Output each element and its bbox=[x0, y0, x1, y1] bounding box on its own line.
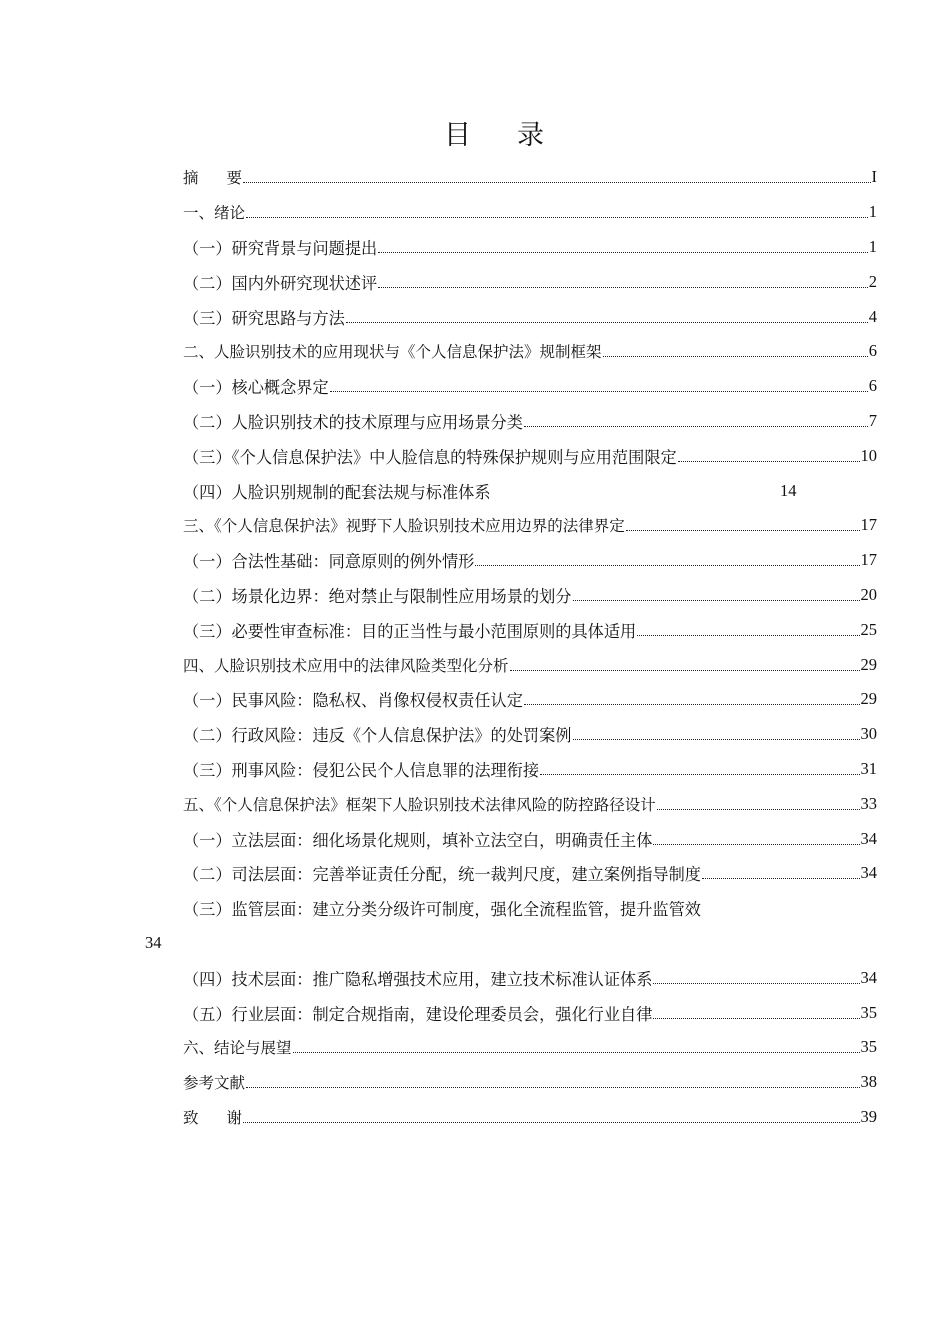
toc-entry[interactable] bbox=[183, 891, 877, 926]
toc-page-number: 4 bbox=[868, 306, 877, 326]
toc-entry[interactable] bbox=[183, 1030, 877, 1065]
toc-page-number: 35 bbox=[860, 1037, 877, 1057]
toc-wrapped-page-number: 34 bbox=[145, 933, 162, 952]
toc-entry[interactable] bbox=[183, 404, 877, 439]
toc-entry[interactable] bbox=[183, 299, 877, 334]
toc-page-number: 35 bbox=[860, 1002, 877, 1022]
toc-page-number: 14 bbox=[780, 480, 797, 500]
toc-entry-label: （一）民事风险：隐私权、肖像权侵权责任认定 bbox=[183, 691, 523, 711]
toc-entry[interactable] bbox=[183, 612, 877, 647]
toc-entry-label: 参考文献 bbox=[183, 1074, 246, 1093]
toc-leader-dots bbox=[246, 216, 868, 218]
toc-entry-label: 四、人脸识别技术应用中的法律风险类型化分析 bbox=[183, 656, 509, 675]
toc-entry-label bbox=[183, 1106, 242, 1128]
toc-leader-dots bbox=[243, 1121, 859, 1123]
toc-wrap-spacer bbox=[183, 926, 877, 961]
toc-page-number: 20 bbox=[860, 584, 877, 604]
toc-page-number: 25 bbox=[860, 619, 877, 639]
toc-entry[interactable] bbox=[183, 578, 877, 613]
toc-page-number: 29 bbox=[860, 654, 877, 674]
toc-page-number: 34 bbox=[860, 863, 877, 883]
toc-page-number: 31 bbox=[860, 758, 877, 778]
toc-entry[interactable] bbox=[183, 786, 877, 821]
toc-page-number: 29 bbox=[860, 689, 877, 709]
toc-leader-dots bbox=[657, 808, 860, 810]
toc-entry-label: （二）人脸识别技术的技术原理与应用场景分类 bbox=[183, 412, 523, 432]
toc-page-number: 33 bbox=[860, 793, 877, 813]
toc-entry[interactable] bbox=[183, 995, 877, 1030]
toc-page-number: 34 bbox=[860, 967, 877, 987]
toc-leader-dots bbox=[246, 1086, 859, 1088]
toc-leader-dots bbox=[637, 634, 859, 636]
toc-entry-label: 五、《个人信息保护法》框架下人脸识别技术法律风险的防控路径设计 bbox=[183, 795, 656, 814]
toc-page-number: 6 bbox=[868, 376, 877, 396]
toc-entry-label: （二）司法层面：完善举证责任分配，统一裁判尺度，建立案例指导制度 bbox=[183, 865, 701, 885]
page-title bbox=[0, 113, 950, 152]
toc-entry-label: （四）技术层面：推广隐私增强技术应用，建立技术标准认证体系 bbox=[183, 969, 653, 989]
toc-entry-label-part: 谢 bbox=[226, 1108, 243, 1127]
toc-leader-dots bbox=[524, 703, 860, 705]
toc-leader-dots bbox=[653, 1017, 859, 1019]
toc-leader-dots bbox=[540, 773, 859, 775]
toc-entry[interactable] bbox=[183, 717, 877, 752]
toc-entry-label bbox=[183, 166, 242, 188]
toc-leader-dots bbox=[653, 843, 859, 845]
toc-entry-label: 六、结论与展望 bbox=[183, 1039, 292, 1058]
toc-entry[interactable] bbox=[183, 264, 877, 299]
toc-leader-dots bbox=[378, 251, 868, 253]
toc-entry[interactable] bbox=[183, 195, 877, 230]
toc-page-number: 10 bbox=[860, 445, 877, 465]
toc-leader-dots bbox=[603, 355, 868, 357]
toc-leader-dots bbox=[573, 599, 860, 601]
toc-leader-dots bbox=[378, 286, 868, 288]
toc-entry[interactable] bbox=[183, 543, 877, 578]
toc-page-number: 2 bbox=[868, 271, 877, 291]
title-char-2: 录 bbox=[517, 120, 546, 151]
table-of-contents bbox=[183, 160, 877, 1134]
toc-leader-dots bbox=[653, 982, 859, 984]
toc-entry-label: （四）人脸识别规制的配套法规与标准体系 bbox=[183, 482, 491, 502]
toc-entry[interactable] bbox=[183, 647, 877, 682]
toc-entry-label: 一、绪论 bbox=[183, 204, 246, 223]
toc-page-number: 17 bbox=[860, 515, 877, 535]
toc-entry-label: （一）立法层面：细化场景化规则，填补立法空白，明确责任主体 bbox=[183, 830, 653, 850]
toc-page-number: 1 bbox=[868, 236, 877, 256]
toc-entry-label: （一）核心概念界定 bbox=[183, 378, 329, 398]
toc-entry[interactable] bbox=[183, 1100, 877, 1135]
toc-page-number: 6 bbox=[868, 341, 877, 361]
toc-page-number: 1 bbox=[868, 202, 877, 222]
toc-entry[interactable] bbox=[183, 752, 877, 787]
toc-entry-label: 三、《个人信息保护法》视野下人脸识别技术应用边界的法律界定 bbox=[183, 517, 625, 536]
toc-entry-label: （三）《个人信息保护法》中人脸信息的特殊保护规则与应用范围限定 bbox=[183, 447, 677, 467]
toc-entry-label-part: 摘 bbox=[183, 169, 199, 188]
toc-entry-label: （二）场景化边界：绝对禁止与限制性应用场景的划分 bbox=[183, 586, 572, 606]
toc-entry[interactable] bbox=[183, 160, 877, 195]
title-char-1: 目 bbox=[444, 120, 473, 151]
toc-entry[interactable] bbox=[183, 230, 877, 265]
toc-entry-label: （三）监管层面：建立分类分级许可制度，强化全流程监管，提升监管效 bbox=[183, 900, 701, 920]
toc-entry-label: （三）刑事风险：侵犯公民个人信息罪的法理衔接 bbox=[183, 760, 540, 780]
toc-entry-label: 二、人脸识别技术的应用现状与《个人信息保护法》规制框架 bbox=[183, 343, 602, 362]
toc-entry[interactable] bbox=[183, 369, 877, 404]
toc-entry-label: （一）合法性基础：同意原则的例外情形 bbox=[183, 552, 475, 572]
toc-entry-label: （二）行政风险：违反《个人信息保护法》的处罚案例 bbox=[183, 726, 572, 746]
toc-page-number: 38 bbox=[860, 1072, 877, 1092]
toc-leader-dots bbox=[678, 460, 860, 462]
toc-entry[interactable] bbox=[183, 438, 877, 473]
toc-leader-dots bbox=[243, 181, 870, 183]
toc-entry[interactable] bbox=[183, 960, 877, 995]
toc-leader-dots bbox=[330, 390, 868, 392]
toc-page-number: I bbox=[871, 167, 877, 187]
toc-entry-label: （一）研究背景与问题提出 bbox=[183, 238, 378, 258]
toc-leader-dots bbox=[510, 669, 860, 671]
toc-page-number: 30 bbox=[860, 724, 877, 744]
toc-page-number: 7 bbox=[868, 410, 877, 430]
toc-entry[interactable] bbox=[183, 473, 877, 508]
toc-page-number: 34 bbox=[860, 828, 877, 848]
toc-entry-label: （五）行业层面：制定合规指南，建设伦理委员会，强化行业自律 bbox=[183, 1004, 653, 1024]
toc-entry[interactable] bbox=[183, 334, 877, 369]
toc-entry[interactable] bbox=[183, 682, 877, 717]
toc-leader-dots bbox=[702, 877, 860, 879]
toc-leader-dots bbox=[524, 425, 868, 427]
toc-entry[interactable] bbox=[183, 1065, 877, 1100]
toc-entry[interactable] bbox=[183, 856, 877, 891]
toc-entry-label: （三）必要性审查标准：目的正当性与最小范围原则的具体适用 bbox=[183, 621, 637, 641]
toc-entry-label-part: 要 bbox=[226, 169, 243, 188]
toc-entry[interactable] bbox=[183, 508, 877, 543]
toc-page-number: 17 bbox=[860, 550, 877, 570]
toc-leader-dots bbox=[573, 738, 860, 740]
toc-entry-label: （二）国内外研究现状述评 bbox=[183, 273, 378, 293]
toc-entry-label: （三）研究思路与方法 bbox=[183, 308, 345, 328]
toc-leader-dots bbox=[293, 1051, 860, 1053]
toc-entry-label-part: 致 bbox=[183, 1108, 199, 1127]
toc-entry[interactable] bbox=[183, 821, 877, 856]
toc-leader-dots bbox=[475, 564, 859, 566]
toc-leader-dots bbox=[346, 321, 868, 323]
toc-page-number: 39 bbox=[860, 1106, 877, 1126]
toc-leader-dots bbox=[626, 529, 860, 531]
